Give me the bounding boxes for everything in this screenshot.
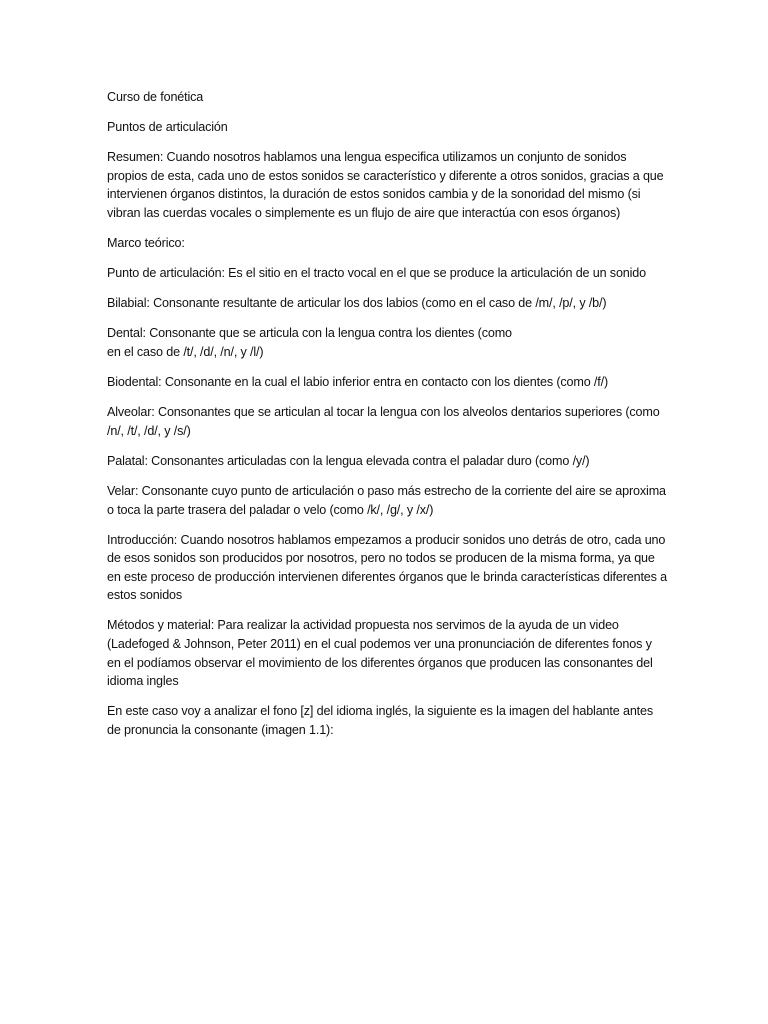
definition-point-of-articulation: Punto de articulación: Es el sitio en el tracto vocal en el que se produce la articulación de un sonido <box>107 266 647 281</box>
theory-heading: Marco teórico: <box>107 236 185 251</box>
introduction-paragraph: Introducción: Cuando nosotros hablamos empezamos a producir sonidos uno detrás de otro, cada uno de esos sonidos son producidos por nosotros, pero no todos se producen de la misma forma, ya que en este proceso de producción intervienen diferentes órganos que le brinda características diferentes a estos sonidos <box>107 532 668 603</box>
methods-paragraph: Métodos y material: Para realizar la actividad propuesta nos servimos de la ayuda de un video (Ladefoged & Johnson, Peter 2011) en el cual podemos ver una pronunciación de diferentes fonos y en el podíamos observar el movimiento de los diferentes órganos que producen las consonantes del idioma ingles <box>107 618 653 689</box>
abstract-paragraph: Resumen: Cuando nosotros hablamos una lengua especifica utilizamos un conjunto de sonidos propios de esta, cada uno de estos sonidos se característico y diferente a otros sonidos, gracias a que intervienen órganos distintos, la duración de estos sonidos cambia y de la sonoridad del mismo (si vibran las cuerdas vocales o simplemente es un flujo de aire que interactúa con esos órganos) <box>107 150 664 220</box>
definition-alveolar: Alveolar: Consonantes que se articulan al tocar la lengua con los alveolos dentarios superiores (como /n/, /t/, /d/, y /s/) <box>107 405 660 438</box>
definition-palatal: Palatal: Consonantes articuladas con la lengua elevada contra el paladar duro (como /y/) <box>107 453 590 468</box>
section-heading: Puntos de articulación <box>107 120 228 135</box>
definition-dental: Dental: Consonante que se articula con la lengua contra los dientes (como en el caso de /t/, /d/, /n/, y /l/) <box>107 326 512 359</box>
definition-velar: Velar: Consonante cuyo punto de articulación o paso más estrecho de la corriente del aire se aproxima o toca la parte trasera del paladar o velo (como /k/, /g/, y /x/) <box>107 483 666 517</box>
definition-biodental: Biodental: Consonante en la cual el labio inferior entra en contacto con los dientes (como /f/) <box>107 375 608 390</box>
analysis-paragraph: En este caso voy a analizar el fono [z] del idioma inglés, la siguiente es la imagen del hablante antes de pronuncia la consonante (imagen 1.1): <box>107 704 654 737</box>
document-page <box>107 88 667 751</box>
definition-bilabial: Bilabial: Consonante resultante de articular los dos labios (como en el caso de /m/, /p/, y /b/) <box>107 296 607 311</box>
course-title: Curso de fonética <box>107 90 204 104</box>
